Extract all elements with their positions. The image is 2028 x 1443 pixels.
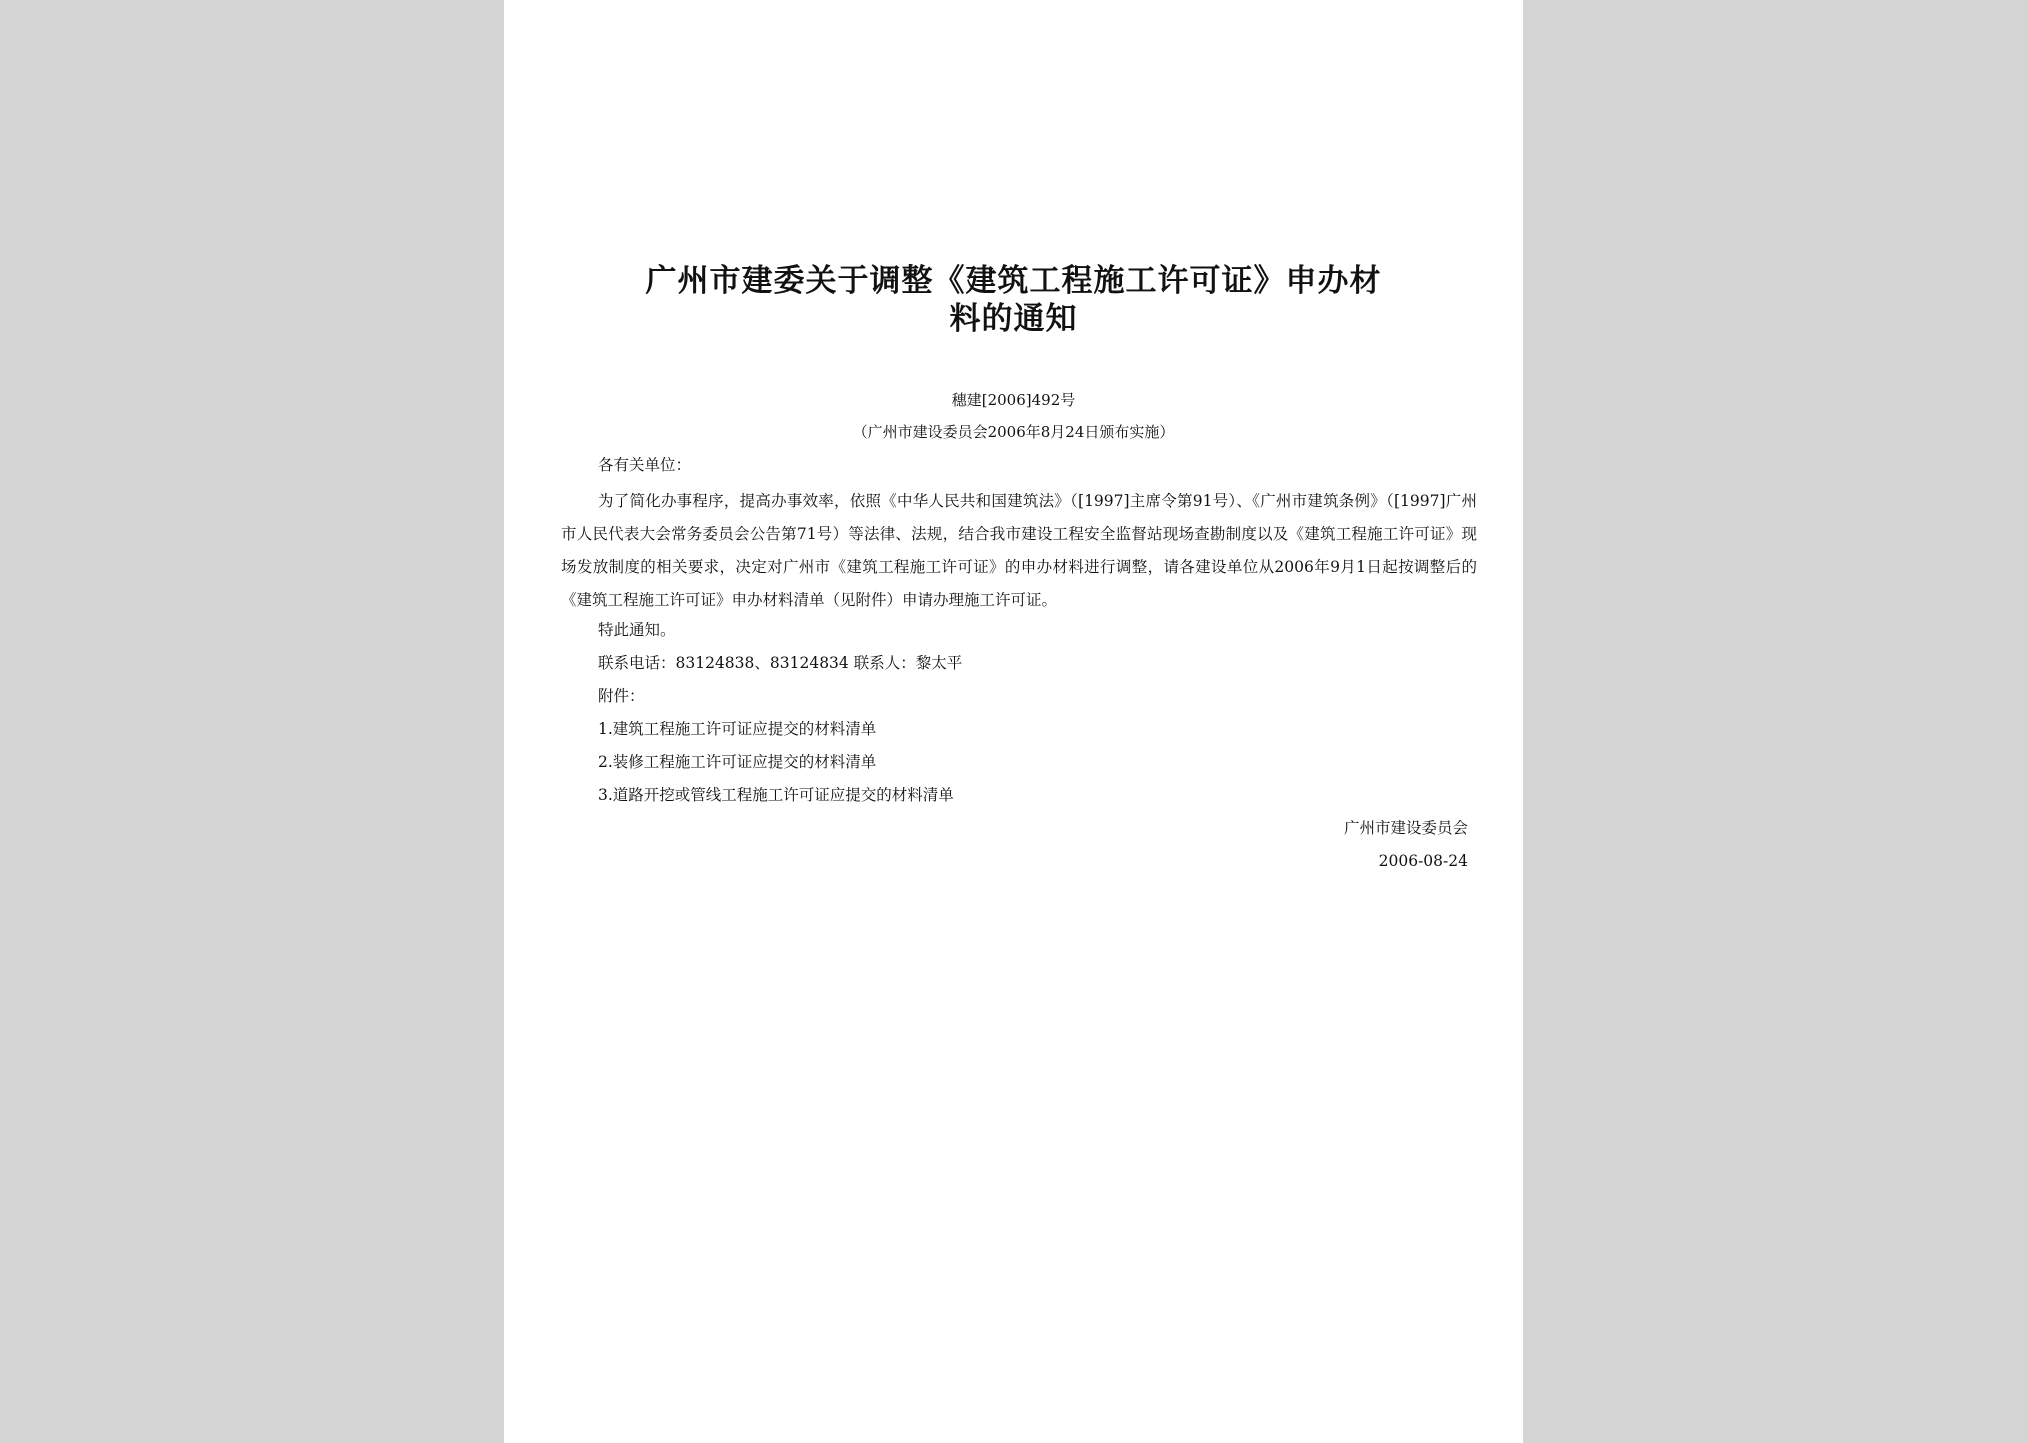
attachment-item: 2.装修工程施工许可证应提交的材料清单 bbox=[598, 753, 877, 771]
body-paragraph: 为了简化办事程序，提高办事效率，依照《中华人民共和国建筑法》（[1997]主席令第91号）、《广州市建筑条例》（[1997]广州市人民代表大会常务委员会公告第71号）等法律、法规，结合我市建设工程安全监督站现场查勘制度以及《建筑工程施工许可证》现场发放制度的相关要求，决定对广州市《建筑工程施工许可证》的申办材料进行调整，请各建设单位从2006年9月1日起按调整后的《建筑工程施工许可证》申办材料清单（见附件）申请办理施工许可证。 bbox=[561, 492, 1477, 609]
document-page bbox=[504, 0, 1523, 1443]
attachment-item: 3.道路开挖或管线工程施工许可证应提交的材料清单 bbox=[598, 786, 954, 804]
issuer-signature: 广州市建设委员会 bbox=[1343, 819, 1468, 837]
title-line-2: 料的通知 bbox=[949, 301, 1078, 337]
title-line-1: 广州市建委关于调整《建筑工程施工许可证》申办材 bbox=[645, 263, 1382, 299]
attachments-label: 附件： bbox=[598, 687, 645, 705]
page-title bbox=[504, 262, 1523, 338]
document-number: 穗建[2006]492号 bbox=[951, 391, 1076, 409]
contact-info: 联系电话：83124838、83124834 联系人：黎太平 bbox=[598, 654, 963, 672]
issue-date: 2006-08-24 bbox=[1378, 852, 1468, 870]
issued-note: （广州市建设委员会2006年8月24日颁布实施） bbox=[852, 423, 1175, 441]
attachment-item: 1.建筑工程施工许可证应提交的材料清单 bbox=[598, 720, 877, 738]
salutation: 各有关单位： bbox=[598, 456, 692, 474]
notice-text: 特此通知。 bbox=[598, 621, 676, 639]
